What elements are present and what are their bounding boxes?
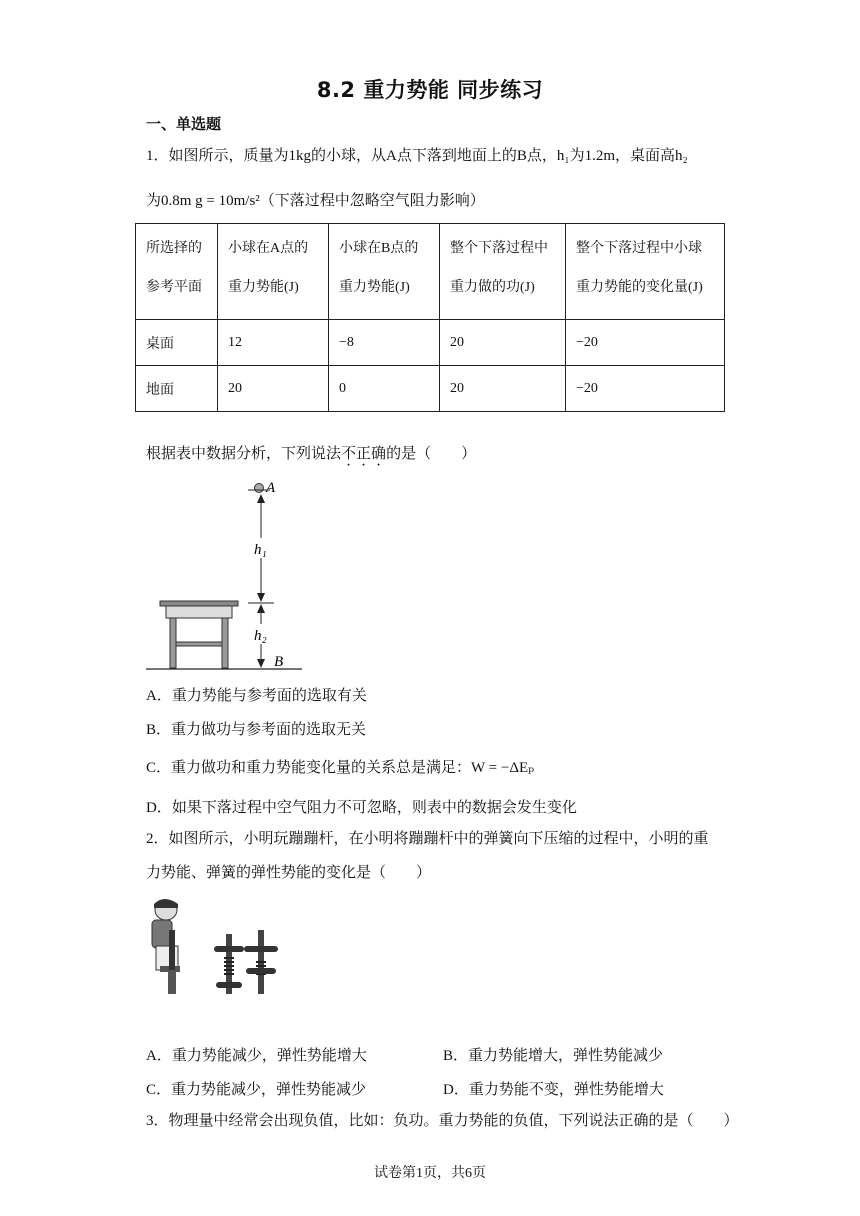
table-cell: 0: [329, 366, 440, 412]
q1-option-c: C．重力做功和重力势能变化量的关系总是满足：W = −ΔEₚ: [146, 760, 535, 776]
emphasis-char: 确: [371, 446, 387, 462]
table-header-cell: 整个下落过程中 重力做的功(J): [440, 224, 566, 320]
table-cell: 12: [218, 320, 329, 366]
emphasis-char: 不: [341, 446, 357, 462]
q2-line1: 2．如图所示，小明玩蹦蹦杆，在小明将蹦蹦杆中的弹簧向下压缩的过程中，小明的重: [146, 831, 709, 847]
table-header-cell: 小球在A点的 重力势能(J): [218, 224, 329, 320]
point-a-label: A: [266, 480, 276, 496]
q1-option-b: B．重力做功与参考面的选取无关: [146, 722, 367, 738]
pogo-stick-figure: [144, 896, 284, 998]
table-cell: 20: [218, 366, 329, 412]
table-cell: 桌面: [136, 320, 218, 366]
table-cell: −8: [329, 320, 440, 366]
table-cell: −20: [566, 320, 725, 366]
table-header-cell: 小球在B点的 重力势能(J): [329, 224, 440, 320]
table-header-cell: 所选择的 参考平面: [136, 224, 218, 320]
emphasis-dotted: [341, 446, 386, 462]
q2-option-b: B．重力势能增大，弹性势能减少: [443, 1048, 664, 1064]
table-cell: 20: [440, 366, 566, 412]
table-cell: 地面: [136, 366, 218, 412]
q1-option-d: D．如果下落过程中空气阻力不可忽略，则表中的数据会发生变化: [146, 800, 577, 816]
h2-label: h₂: [254, 628, 267, 644]
section-heading: 一、单选题: [146, 115, 222, 133]
q2-line2: 力势能、弹簧的弹性势能的变化是（ ）: [146, 865, 432, 881]
q1-line1: 1．如图所示，质量为1kg的小球，从A点下落到地面上的B点，h₁为1.2m，桌面高h₂: [146, 148, 688, 164]
falling-ball-figure: [144, 476, 304, 672]
q1-data-table: [135, 223, 725, 412]
q2-option-c: C．重力势能减少，弹性势能减少: [146, 1082, 367, 1098]
emphasis-char: 正: [356, 446, 372, 462]
point-b-label: B: [274, 654, 284, 670]
table-cell: 20: [440, 320, 566, 366]
table-header-cell: 整个下落过程中小球 重力势能的变化量(J): [566, 224, 725, 320]
pogo-stick-icon: [214, 934, 244, 994]
q1-prompt: 根据表中数据分析，下列说法不正确的是（ ）: [146, 446, 477, 462]
table-cell: −20: [566, 366, 725, 412]
page-title: 8.2 重力势能 同步练习: [316, 78, 544, 102]
q2-option-a: A．重力势能减少，弹性势能增大: [146, 1048, 367, 1064]
q3-line1: 3．物理量中经常会出现负值，比如：负功。重力势能的负值，下列说法正确的是（ ）: [146, 1113, 739, 1129]
pogo-stick-icon: [244, 930, 278, 994]
page-footer: 试卷第1页，共6页: [374, 1166, 486, 1181]
table-row: [136, 320, 725, 366]
q1-option-a: A．重力势能与参考面的选取有关: [146, 688, 367, 704]
h1-label: h₁: [254, 542, 267, 558]
ball-icon: [255, 484, 264, 493]
q2-option-d: D．重力势能不变，弹性势能增大: [443, 1082, 664, 1098]
table-header-row: [136, 224, 725, 320]
q1-line2: 为0.8m g = 10m/s²（下落过程中忽略空气阻力影响）: [146, 193, 485, 209]
table-row: [136, 366, 725, 412]
